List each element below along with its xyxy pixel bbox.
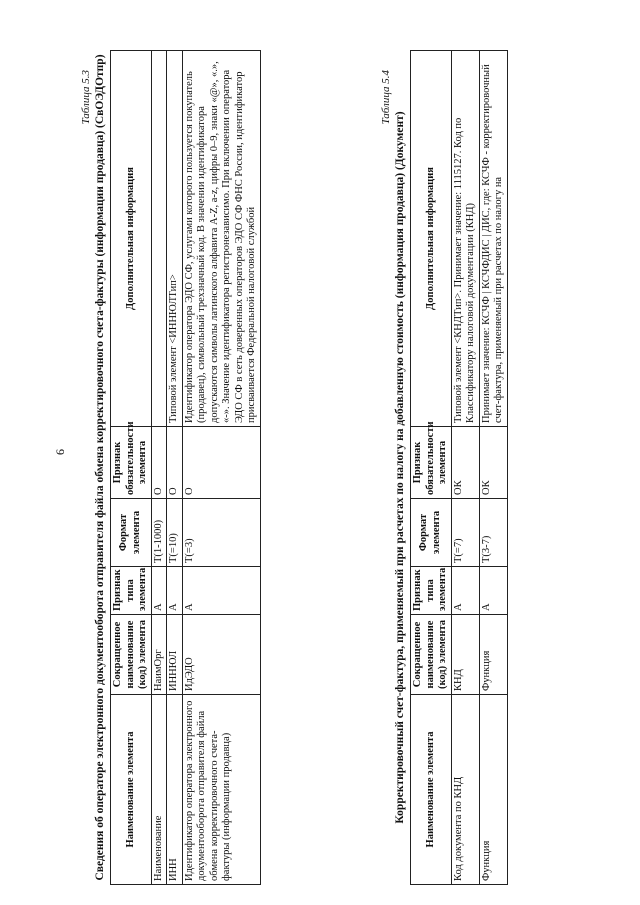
- table-5-3-block: [80, 50, 261, 885]
- table-row: [451, 51, 479, 885]
- header-row: [411, 51, 452, 885]
- table-cell: Идентификатор оператора ЭДО СФ, услугами которого пользуется покупатель (продавец), символьный трехзначный код. В значении идентификатора допускаются символы латинского алфавита A-Z, a-z, цифры 0–9, знаки «@», «.», «-». Значение идентификатора регистронезависимо. При включении оператора ЭДО СФ в сеть доверенных операторов ЭДО СФ ФНС России, идентификатор присваивается Федеральной налоговой службой: [182, 51, 260, 427]
- table-title: Сведения об операторе электронного документооборота отправителя файла обмена корректировочного счета-фактуры (информации продавца) (СвОЭДОтпр): [94, 54, 106, 881]
- table-cell: ИНН: [167, 695, 183, 885]
- header-cell: Дополнительная информация: [411, 51, 452, 427]
- page-number: 9: [53, 449, 68, 455]
- table-cell: Наименование: [151, 695, 167, 885]
- table-cell: T(1-1000): [151, 499, 167, 567]
- table-cell: О: [167, 427, 183, 499]
- table-cell: Код документа по КНД: [451, 695, 479, 885]
- table-cell: Функция: [479, 695, 507, 885]
- table-cell: О: [182, 427, 260, 499]
- table-row: [151, 51, 167, 885]
- header-cell: Признак обязательности элемента: [111, 427, 152, 499]
- table-cell: ОК: [479, 427, 507, 499]
- table-row: [167, 51, 183, 885]
- table-cell: ИдЭДО: [182, 615, 260, 695]
- table-5-4-block: [380, 50, 508, 885]
- data-table: [410, 50, 508, 885]
- header-cell: Признак обязательности элемента: [411, 427, 452, 499]
- header-cell: Формат элемента: [111, 499, 152, 567]
- table-cell: ОК: [451, 427, 479, 499]
- header-cell: Признак типа элемента: [411, 567, 452, 615]
- table-cell: T(3-7): [479, 499, 507, 567]
- table-cell: T(=3): [182, 499, 260, 567]
- table-cell: ИННЮЛ: [167, 615, 183, 695]
- table-cell: T(=7): [451, 499, 479, 567]
- table-cell: КНД: [451, 615, 479, 695]
- table-cell: А: [167, 567, 183, 615]
- header-row: [111, 51, 152, 885]
- table-cell: Типовой элемент <ИННЮЛТип>: [167, 51, 183, 427]
- header-cell: Признак типа элемента: [111, 567, 152, 615]
- table-row: [479, 51, 507, 885]
- table-cell: О: [151, 427, 167, 499]
- table-cell: НаимОрг: [151, 615, 167, 695]
- table-cell: Типовой элемент <КНДТип>. Принимает значение: 1115127. Код по Классификатору налоговой документации (КНД): [451, 51, 479, 427]
- header-cell: Наименование элемента: [411, 695, 452, 885]
- table-title: Корректировочный счет-фактура, применяемый при расчетах по налогу на добавленную стоимость (информация продавца) (Документ): [394, 111, 406, 824]
- table-cell: T(=10): [167, 499, 183, 567]
- table-label: Таблица 5.3: [80, 70, 92, 125]
- table-cell: А: [151, 567, 167, 615]
- table-cell: А: [182, 567, 260, 615]
- table-cell: Идентификатор оператора электронного документооборота отправителя файла обмена корректировочного счета-фактуры (информации продавца): [182, 695, 260, 885]
- header-cell: Наименование элемента: [111, 695, 152, 885]
- table-cell: Функция: [479, 615, 507, 695]
- header-cell: Сокращенное наименование (код) элемента: [111, 615, 152, 695]
- data-table: [110, 50, 261, 885]
- table-cell: [151, 51, 167, 427]
- table-label: Таблица 5.4: [380, 70, 392, 125]
- header-cell: Дополнительная информация: [111, 51, 152, 427]
- table-cell: А: [479, 567, 507, 615]
- table-row: [182, 51, 260, 885]
- table-cell: А: [451, 567, 479, 615]
- header-cell: Формат элемента: [411, 499, 452, 567]
- table-cell: Принимает значение: КСЧФ | КСЧФДИС | ДИС, где: КСЧФ - корректировочный счет-фактура, применяемый при расчетах по налогу на: [479, 51, 507, 427]
- header-cell: Сокращенное наименование (код) элемента: [411, 615, 452, 695]
